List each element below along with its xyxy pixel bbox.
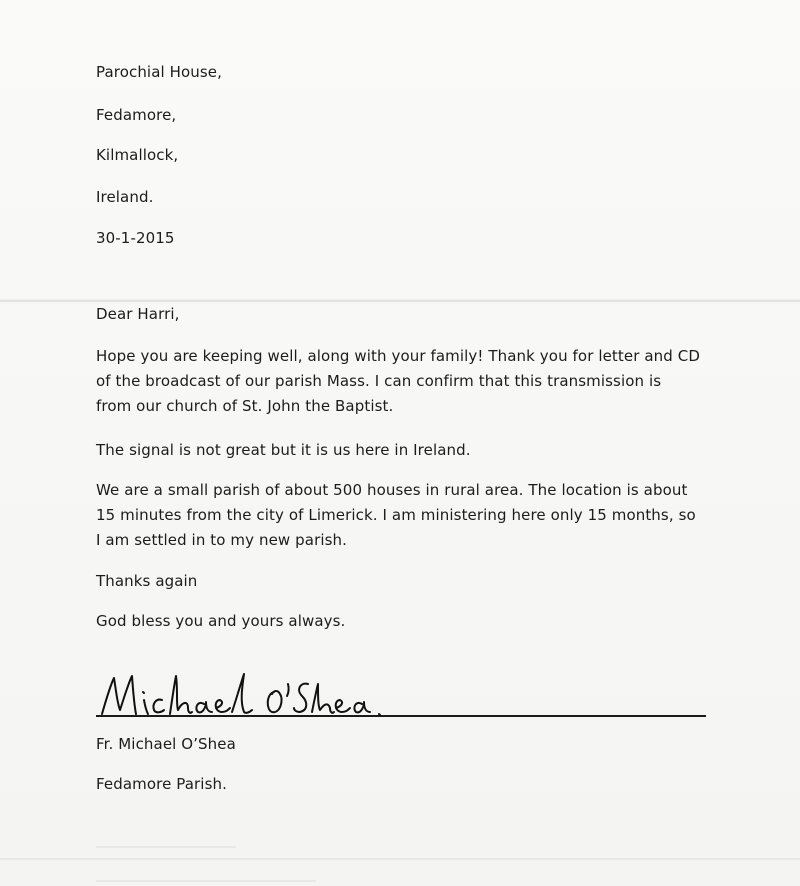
closing-blessing: God bless you and yours always. bbox=[96, 612, 346, 630]
letter-date: 30-1-2015 bbox=[96, 229, 175, 247]
paragraph-1-line: Hope you are keeping well, along with your family! Thank you for letter and CD bbox=[96, 347, 700, 365]
paper-fold bbox=[0, 858, 800, 860]
paragraph-2: The signal is not great but it is us here in Ireland. bbox=[96, 441, 471, 459]
address-line-2: Fedamore, bbox=[96, 106, 177, 124]
paragraph-3-line: We are a small parish of about 500 houses in rural area. The location is about bbox=[96, 481, 688, 499]
closing-thanks: Thanks again bbox=[96, 572, 198, 590]
paragraph-3-line: I am settled in to my new parish. bbox=[96, 531, 347, 549]
show-through-text bbox=[96, 846, 236, 848]
paragraph-1 bbox=[96, 344, 736, 419]
paragraph-3 bbox=[96, 478, 736, 553]
paragraph-3-line: 15 minutes from the city of Limerick. I am ministering here only 15 months, so bbox=[96, 506, 696, 524]
signer-parish: Fedamore Parish. bbox=[96, 775, 227, 793]
signature-text: Michael O'Shea bbox=[96, 670, 104, 671]
address-line-1: Parochial House, bbox=[96, 63, 223, 81]
paper-fold bbox=[0, 300, 800, 302]
salutation: Dear Harri, bbox=[96, 305, 180, 323]
show-through-text bbox=[96, 880, 316, 882]
paragraph-1-line: from our church of St. John the Baptist. bbox=[96, 397, 394, 415]
paragraph-1-line: of the broadcast of our parish Mass. I can confirm that this transmission is bbox=[96, 372, 662, 390]
signer-name: Fr. Michael O’Shea bbox=[96, 735, 236, 753]
signature-line bbox=[96, 715, 706, 717]
address-line-4: Ireland. bbox=[96, 188, 154, 206]
address-line-3: Kilmallock, bbox=[96, 146, 179, 164]
